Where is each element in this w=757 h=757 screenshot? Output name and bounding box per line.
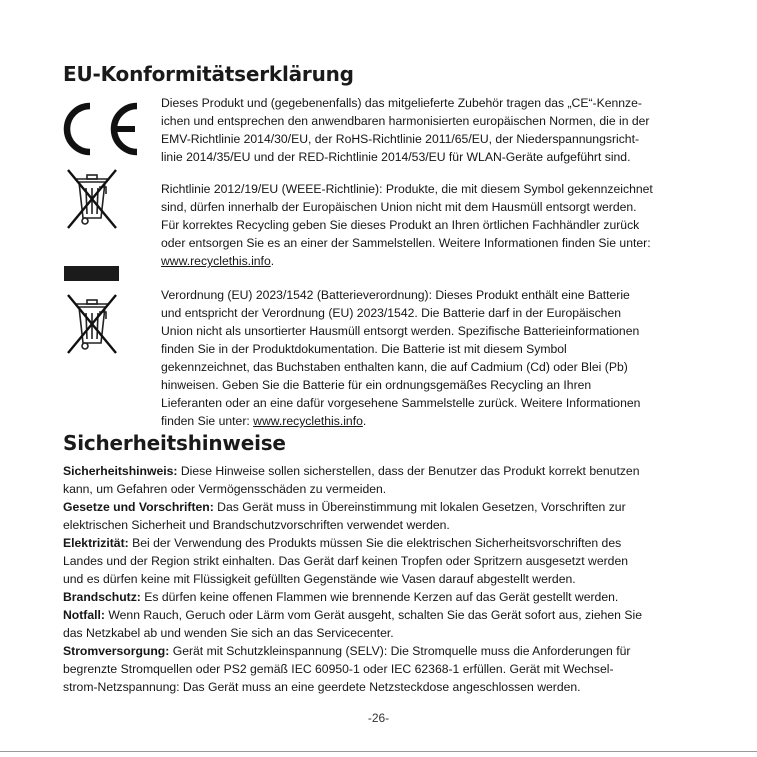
safety-heading: Sicherheitshinweise	[63, 431, 286, 455]
battery-link[interactable]: www.recyclethis.info	[253, 414, 363, 428]
safety-item-text: Wenn Rauch, Geruch oder Lärm vom Gerät ausgeht, schalten Sie das Gerät sofort aus, ziehen Sie das Netzkabel ab und wenden Sie sich an das Servicecenter.	[63, 608, 642, 640]
battery-text: Verordnung (EU) 2023/1542 (Batterieverordnung): Dieses Produkt enthält eine Batterie und entspricht der Verordnung (EU) 2023/1542. Die Batterie darf in der Europäischen Union nicht als unsortierter Hausmüll entsorgt werden. Spezifische Batterieinformationen finden Sie in der Produktdokumentation. Die Batterie ist mit diesem Symbol gekennzeichnet, das Buchstaben enthalten kann, die auf Cadmium (Cd) oder Blei (Pb) hinweisen. Geben Sie die Batterie für ein ordnungsgemäßes Recycling an Ihren Lieferanten oder an eine dafür vorgesehene Sammelstelle zurück. Weitere Informationen finden Sie unter:	[161, 288, 641, 428]
battery-paragraph	[161, 286, 701, 430]
eu-declaration-heading: EU-Konformitätserklärung	[63, 62, 354, 86]
safety-item-label: Gesetze und Vorschriften:	[63, 500, 214, 514]
safety-item-elektrizitaet	[63, 534, 703, 588]
safety-item-label: Notfall:	[63, 608, 105, 622]
safety-item-text: Gerät mit Schutzkleinspannung (SELV): Die Stromquelle muss die Anforderungen für begrenzte Stromquellen oder PS2 gemäß IEC 60950-1 oder IEC 62368-1 erfüllen. Gerät mit Wechsel- strom-Netzspannung: Das Gerät muss an eine geerdete Netzsteckdose angeschlossen werden.	[63, 644, 631, 694]
bottom-divider	[0, 751, 757, 752]
safety-list	[63, 462, 703, 696]
safety-item-text: Diese Hinweise sollen sicherstellen, dass der Benutzer das Produkt korrekt benutzen kann, um Gefahren oder Vermögensschäden zu vermeiden.	[63, 464, 640, 496]
ce-paragraph: Dieses Produkt und (gegebenenfalls) das mitgelieferte Zubehör tragen das „CE“-Kennze- ichen und entsprechen den anwendbaren harmonisierten europäischen Normen, die in der EMV-Richtlinie 2014/30/EU, der RoHS-Richtlinie 2011/65/EU, der Niederspannungsricht- linie 2014/35/EU und der RED-Richtlinie 2014/53/EU für WLAN-Geräte aufgeführt sind.	[161, 96, 650, 164]
safety-item-label: Brandschutz:	[63, 590, 141, 604]
crossed-out-wheelie-bin-icon	[66, 168, 118, 230]
safety-item-text: Bei der Verwendung des Produkts müssen Sie die elektrischen Sicherheitsvorschriften des Landes und der Region strikt einhalten. Das Gerät darf keinen Tropfen oder Spritzern ausgesetzt werden und es dürfen keine mit Flüssigkeit gefüllten Gegenstände wie Vasen darauf abgestellt werden.	[63, 536, 629, 586]
safety-item-label: Elektrizität:	[63, 536, 129, 550]
black-bar-icon	[64, 266, 119, 281]
safety-item-label: Sicherheitshinweis:	[63, 464, 178, 478]
safety-item-notfall	[63, 606, 703, 642]
weee-link[interactable]: www.recyclethis.info	[161, 254, 271, 268]
safety-item-label: Stromversorgung:	[63, 644, 170, 658]
safety-item-brandschutz	[63, 588, 703, 606]
weee-text: Richtlinie 2012/19/EU (WEEE-Richtlinie): Produkte, die mit diesem Symbol gekennzeichnet sind, dürfen innerhalb der Europäischen Union nicht mit dem Hausmüll entsorgt werden. Für korrektes Recycling geben Sie dieses Produkt an Ihren örtlichen Fachhändler zurück oder entsorgen Sie es an einer der Sammelstellen. Weitere Informationen finden Sie unter:	[161, 182, 653, 250]
safety-item-text: Es dürfen keine offenen Flammen wie brennende Kerzen auf das Gerät gestellt werden.	[140, 590, 619, 604]
ce-mark-icon	[63, 100, 145, 158]
battery-bin-icon	[66, 293, 118, 355]
weee-period: .	[270, 254, 275, 268]
safety-item-text: Das Gerät muss in Übereinstimmung mit lokalen Gesetzen, Vorschriften zur elektrischen Sicherheit und Brandschutzvorschriften verwendet werden.	[63, 500, 626, 532]
battery-period: .	[362, 414, 367, 428]
safety-item-stromversorgung	[63, 642, 703, 696]
safety-item-sicherheitshinweis	[63, 462, 703, 498]
weee-paragraph	[161, 180, 701, 270]
safety-item-gesetze	[63, 498, 703, 534]
page-number: -26-	[367, 711, 390, 725]
